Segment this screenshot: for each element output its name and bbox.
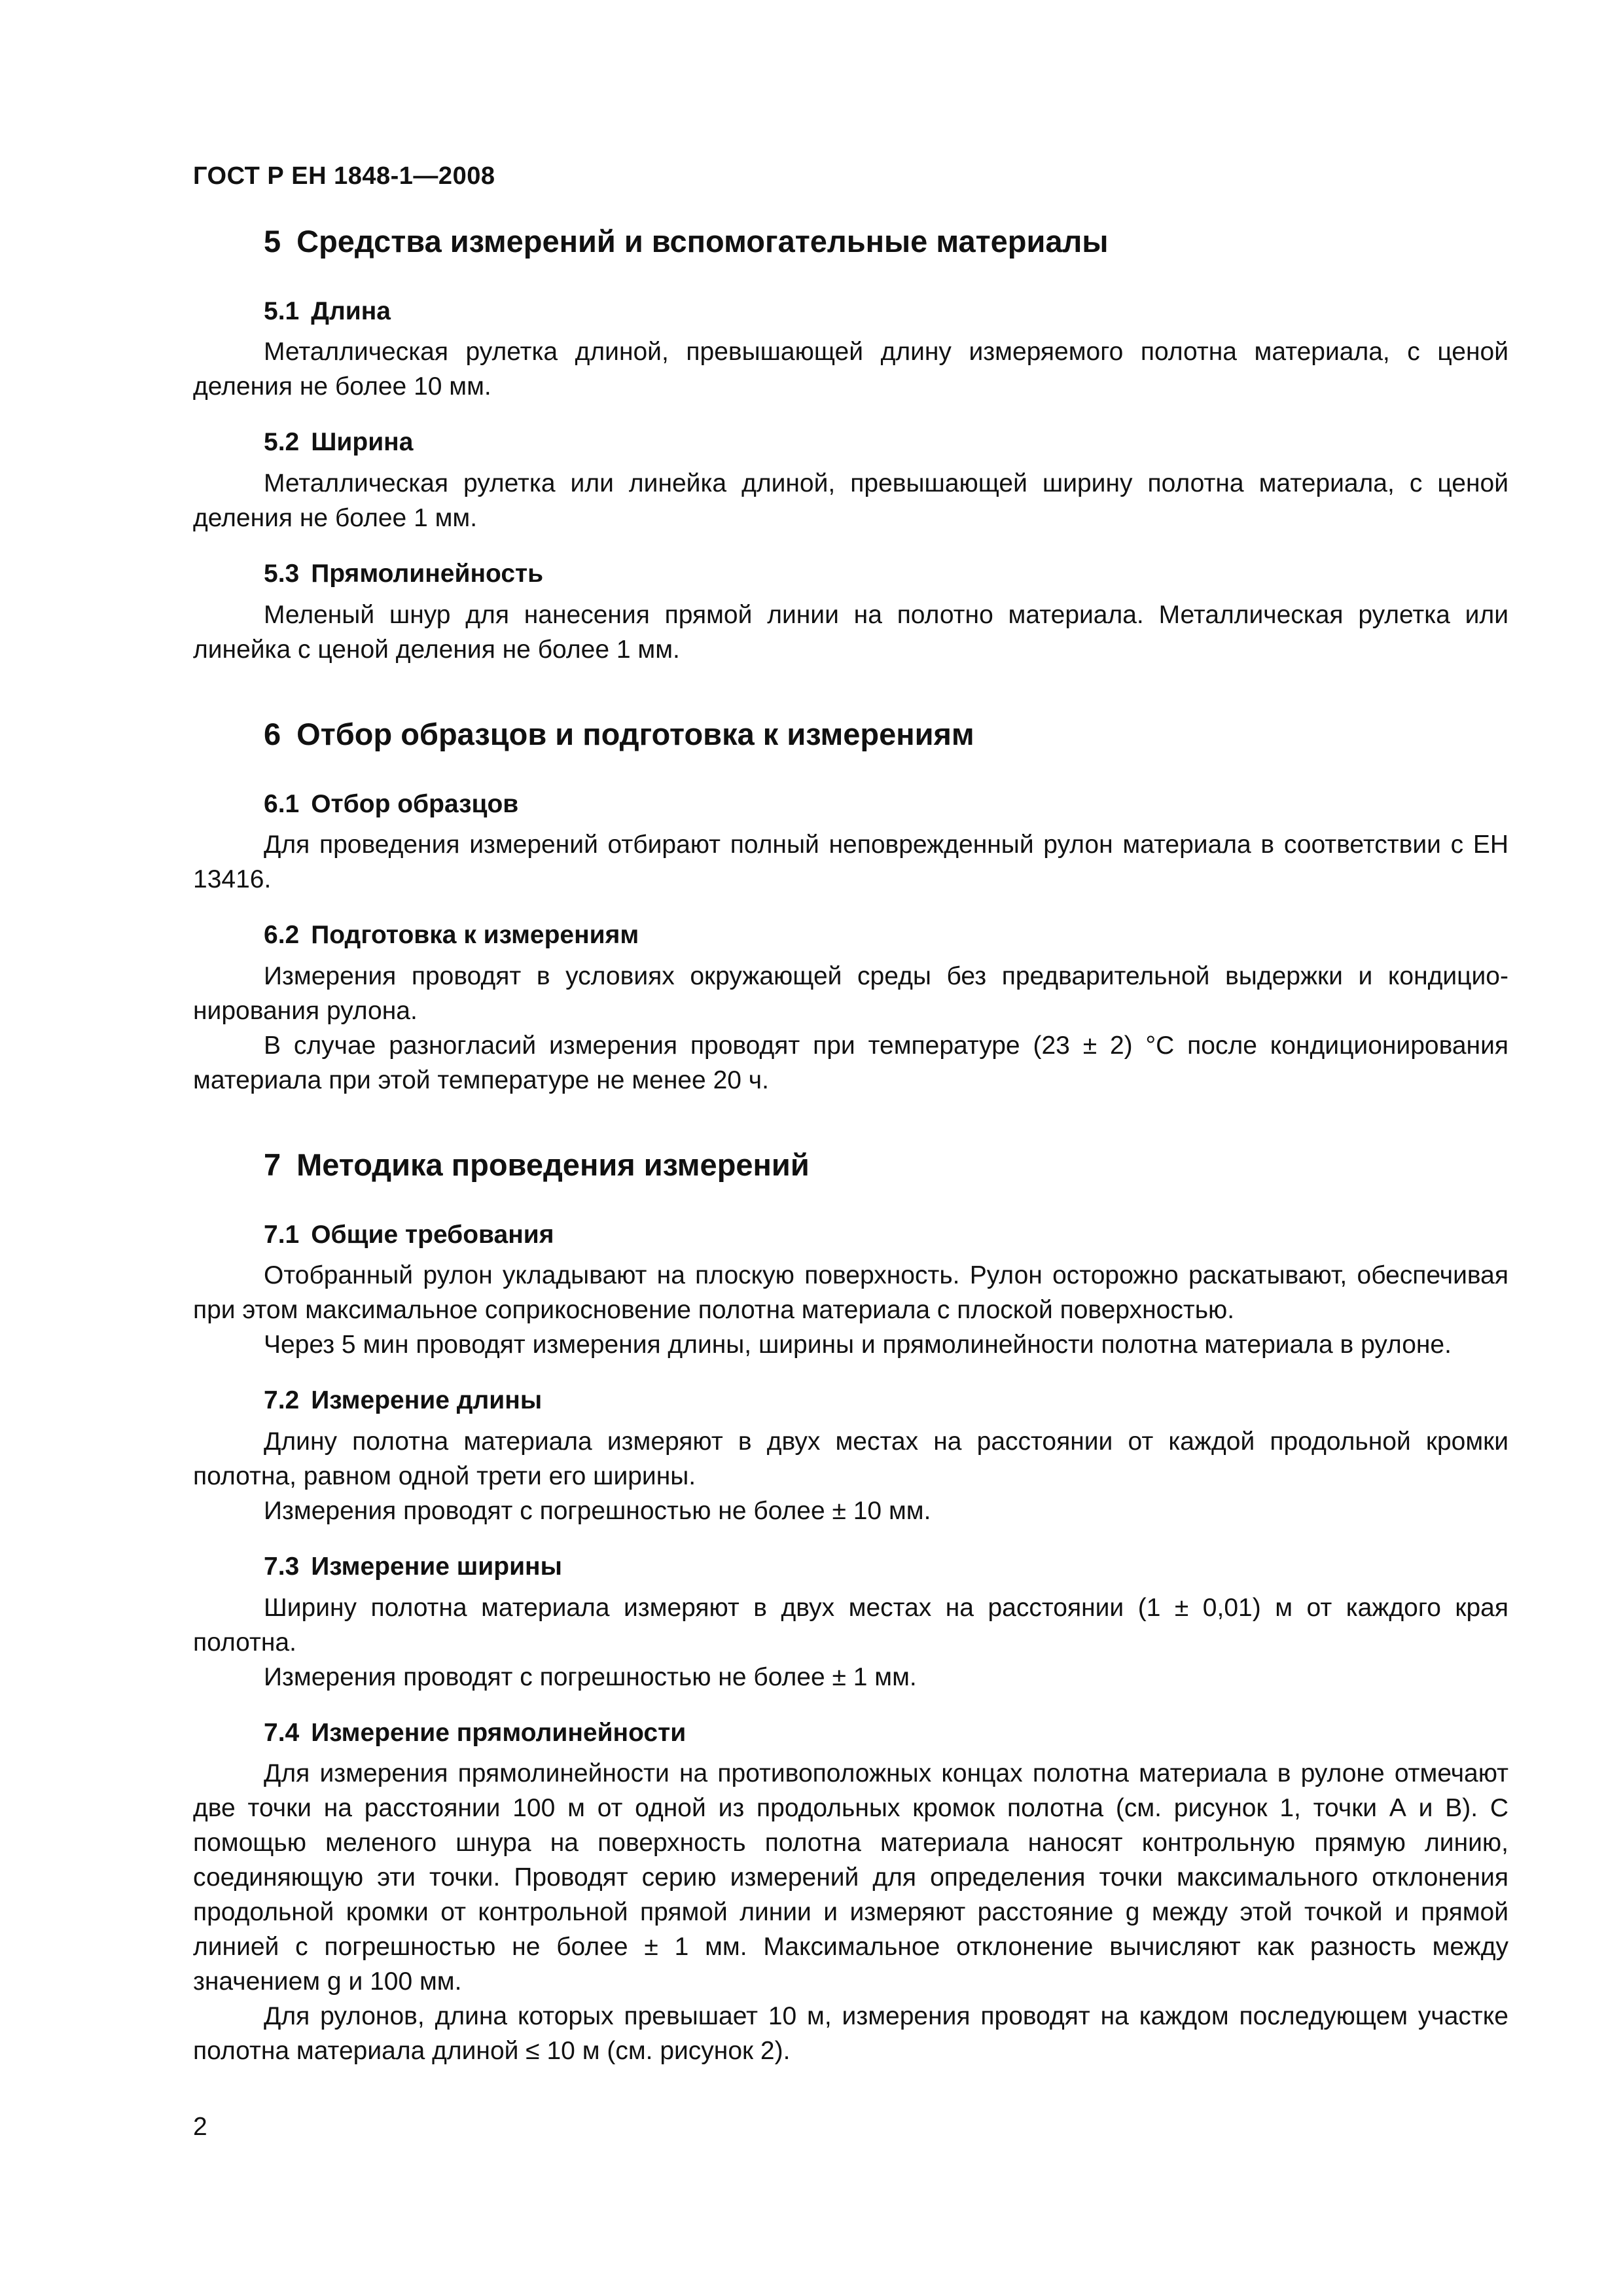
subsection-heading xyxy=(193,1384,1508,1418)
subsection-title: Ширина xyxy=(311,428,414,457)
subsection-heading xyxy=(193,295,1508,329)
subsection-number: 5.2 xyxy=(264,428,300,457)
subsection-number: 6.2 xyxy=(264,921,300,950)
subsection-5.1 xyxy=(193,295,1508,404)
subsection-title: Общие требования xyxy=(311,1220,554,1249)
paragraph: Металлическая рулетка или линейка длиной, превышающей ширину полотна материала, с ценой деления не более 1 мм. xyxy=(193,469,1508,533)
paragraph: Через 5 мин проводят измерения длины, ширины и прямолинейности полотна материала в рулоне. xyxy=(264,1331,1452,1359)
subsection-number: 6.1 xyxy=(264,789,300,818)
section-title: Отбор образцов и подготовка к измерениям xyxy=(296,716,974,751)
subsection-5.2 xyxy=(193,426,1508,535)
section-5 xyxy=(193,223,1508,667)
section-7 xyxy=(193,1146,1508,2069)
subsection-7.1 xyxy=(193,1219,1508,1363)
paragraph: Ширину полотна материала измеряют в двух местах на расстоянии (1 ± 0,01) м от каждого края полотна. xyxy=(193,1593,1508,1657)
subsection-heading xyxy=(193,919,1508,952)
paragraph: Для рулонов, длина которых превышает 10 м, измерения проводят на каждом последующем участке полотна материала длиной ≤ 10 м (см. рисунок 2). xyxy=(193,2002,1508,2066)
subsection-number: 7.3 xyxy=(264,1552,300,1581)
subsection-title: Длина xyxy=(311,296,391,325)
subsection-heading xyxy=(193,1551,1508,1584)
document-id-header: ГОСТ Р ЕН 1848-1—2008 xyxy=(193,162,495,190)
section-heading xyxy=(193,1146,1508,1185)
paragraph: Отобранный рулон укладывают на плоскую поверхность. Рулон осторожно раскатывают, обеспечивая при этом максимальное соприкосновение полотна материала с плоской поверхностью. xyxy=(193,1261,1508,1325)
section-number: 5 xyxy=(264,224,281,259)
subsection-title: Измерение прямолинейности xyxy=(311,1718,687,1747)
subsection-5.3 xyxy=(193,558,1508,667)
subsection-7.3 xyxy=(193,1551,1508,1695)
subsection-number: 7.1 xyxy=(264,1220,300,1249)
section-title: Средства измерений и вспомогательные материалы xyxy=(296,224,1109,259)
paragraph: Измерения проводят с погрешностью не более ± 1 мм. xyxy=(264,1662,917,1691)
subsection-heading xyxy=(193,558,1508,591)
subsection-number: 5.1 xyxy=(264,296,300,325)
subsection-title: Измерение ширины xyxy=(311,1552,562,1581)
subsection-7.4 xyxy=(193,1717,1508,2069)
subsection-title: Отбор образцов xyxy=(311,789,519,818)
page-number: 2 xyxy=(193,2113,207,2141)
subsection-heading xyxy=(193,788,1508,821)
section-6 xyxy=(193,715,1508,1098)
section-title: Методика проведения измерений xyxy=(296,1147,810,1182)
subsection-heading xyxy=(193,426,1508,459)
document-body xyxy=(193,223,1508,2117)
paragraph: Меленый шнур для нанесения прямой линии на полотно материала. Металлическая рулетка или линейка с ценой деления не более 1 мм. xyxy=(193,600,1508,664)
subsection-number: 5.3 xyxy=(264,560,300,588)
paragraph: Длину полотна материала измеряют в двух местах на расстоянии от каждой продольной кромки полотна, равном одной трети его ширины. xyxy=(193,1427,1508,1491)
section-heading xyxy=(193,715,1508,754)
subsection-7.2 xyxy=(193,1384,1508,1528)
subsection-6.2 xyxy=(193,919,1508,1098)
paragraph: Для измерения прямолинейности на противоположных концах полотна материала в рулоне отмечают две точки на расстоянии 100 м от одной из продольных кромок полотна (см. рисунок 1, точки А и В). С помощью меленого шнура на поверхность полотна материала наносят контрольную прямую линию, соединяющую эти точки. Проводят серию измерений для определения точки максимального отклонения продольной кромки от контрольной прямой линии и измеряют расстояние g между этой точкой и прямой линией с погрешностью не более ± 1 мм. Максимальное отклонение вычисляют как разность между значением g и 100 мм. xyxy=(193,1759,1508,1996)
document-page xyxy=(193,0,1508,2296)
paragraph: Измерения проводят в условиях окружающей среды без предварительной выдержки и кондиционирования рулона. xyxy=(193,961,1508,1025)
paragraph: Для проведения измерений отбирают полный неповрежденный рулон материала в соответствии с ЕН 13416. xyxy=(193,831,1508,894)
section-number: 7 xyxy=(264,1147,281,1182)
subsection-heading xyxy=(193,1717,1508,1750)
subsection-number: 7.4 xyxy=(264,1718,300,1747)
section-number: 6 xyxy=(264,716,281,751)
subsection-title: Измерение длины xyxy=(311,1386,543,1415)
paragraph: Измерения проводят с погрешностью не более ± 10 мм. xyxy=(264,1497,931,1526)
subsection-number: 7.2 xyxy=(264,1386,300,1415)
subsection-6.1 xyxy=(193,788,1508,897)
paragraph: Металлическая рулетка длиной, превышающей длину измеряемого полотна материала, с ценой деления не более 10 мм. xyxy=(193,338,1508,401)
subsection-title: Прямолинейность xyxy=(311,560,544,588)
subsection-title: Подготовка к измерениям xyxy=(311,921,639,950)
subsection-heading xyxy=(193,1219,1508,1252)
section-heading xyxy=(193,223,1508,261)
paragraph: В случае разногласий измерения проводят при температуре (23 ± 2) °С после кондиционирования материала при этой температуре не менее 20 ч. xyxy=(193,1031,1508,1094)
